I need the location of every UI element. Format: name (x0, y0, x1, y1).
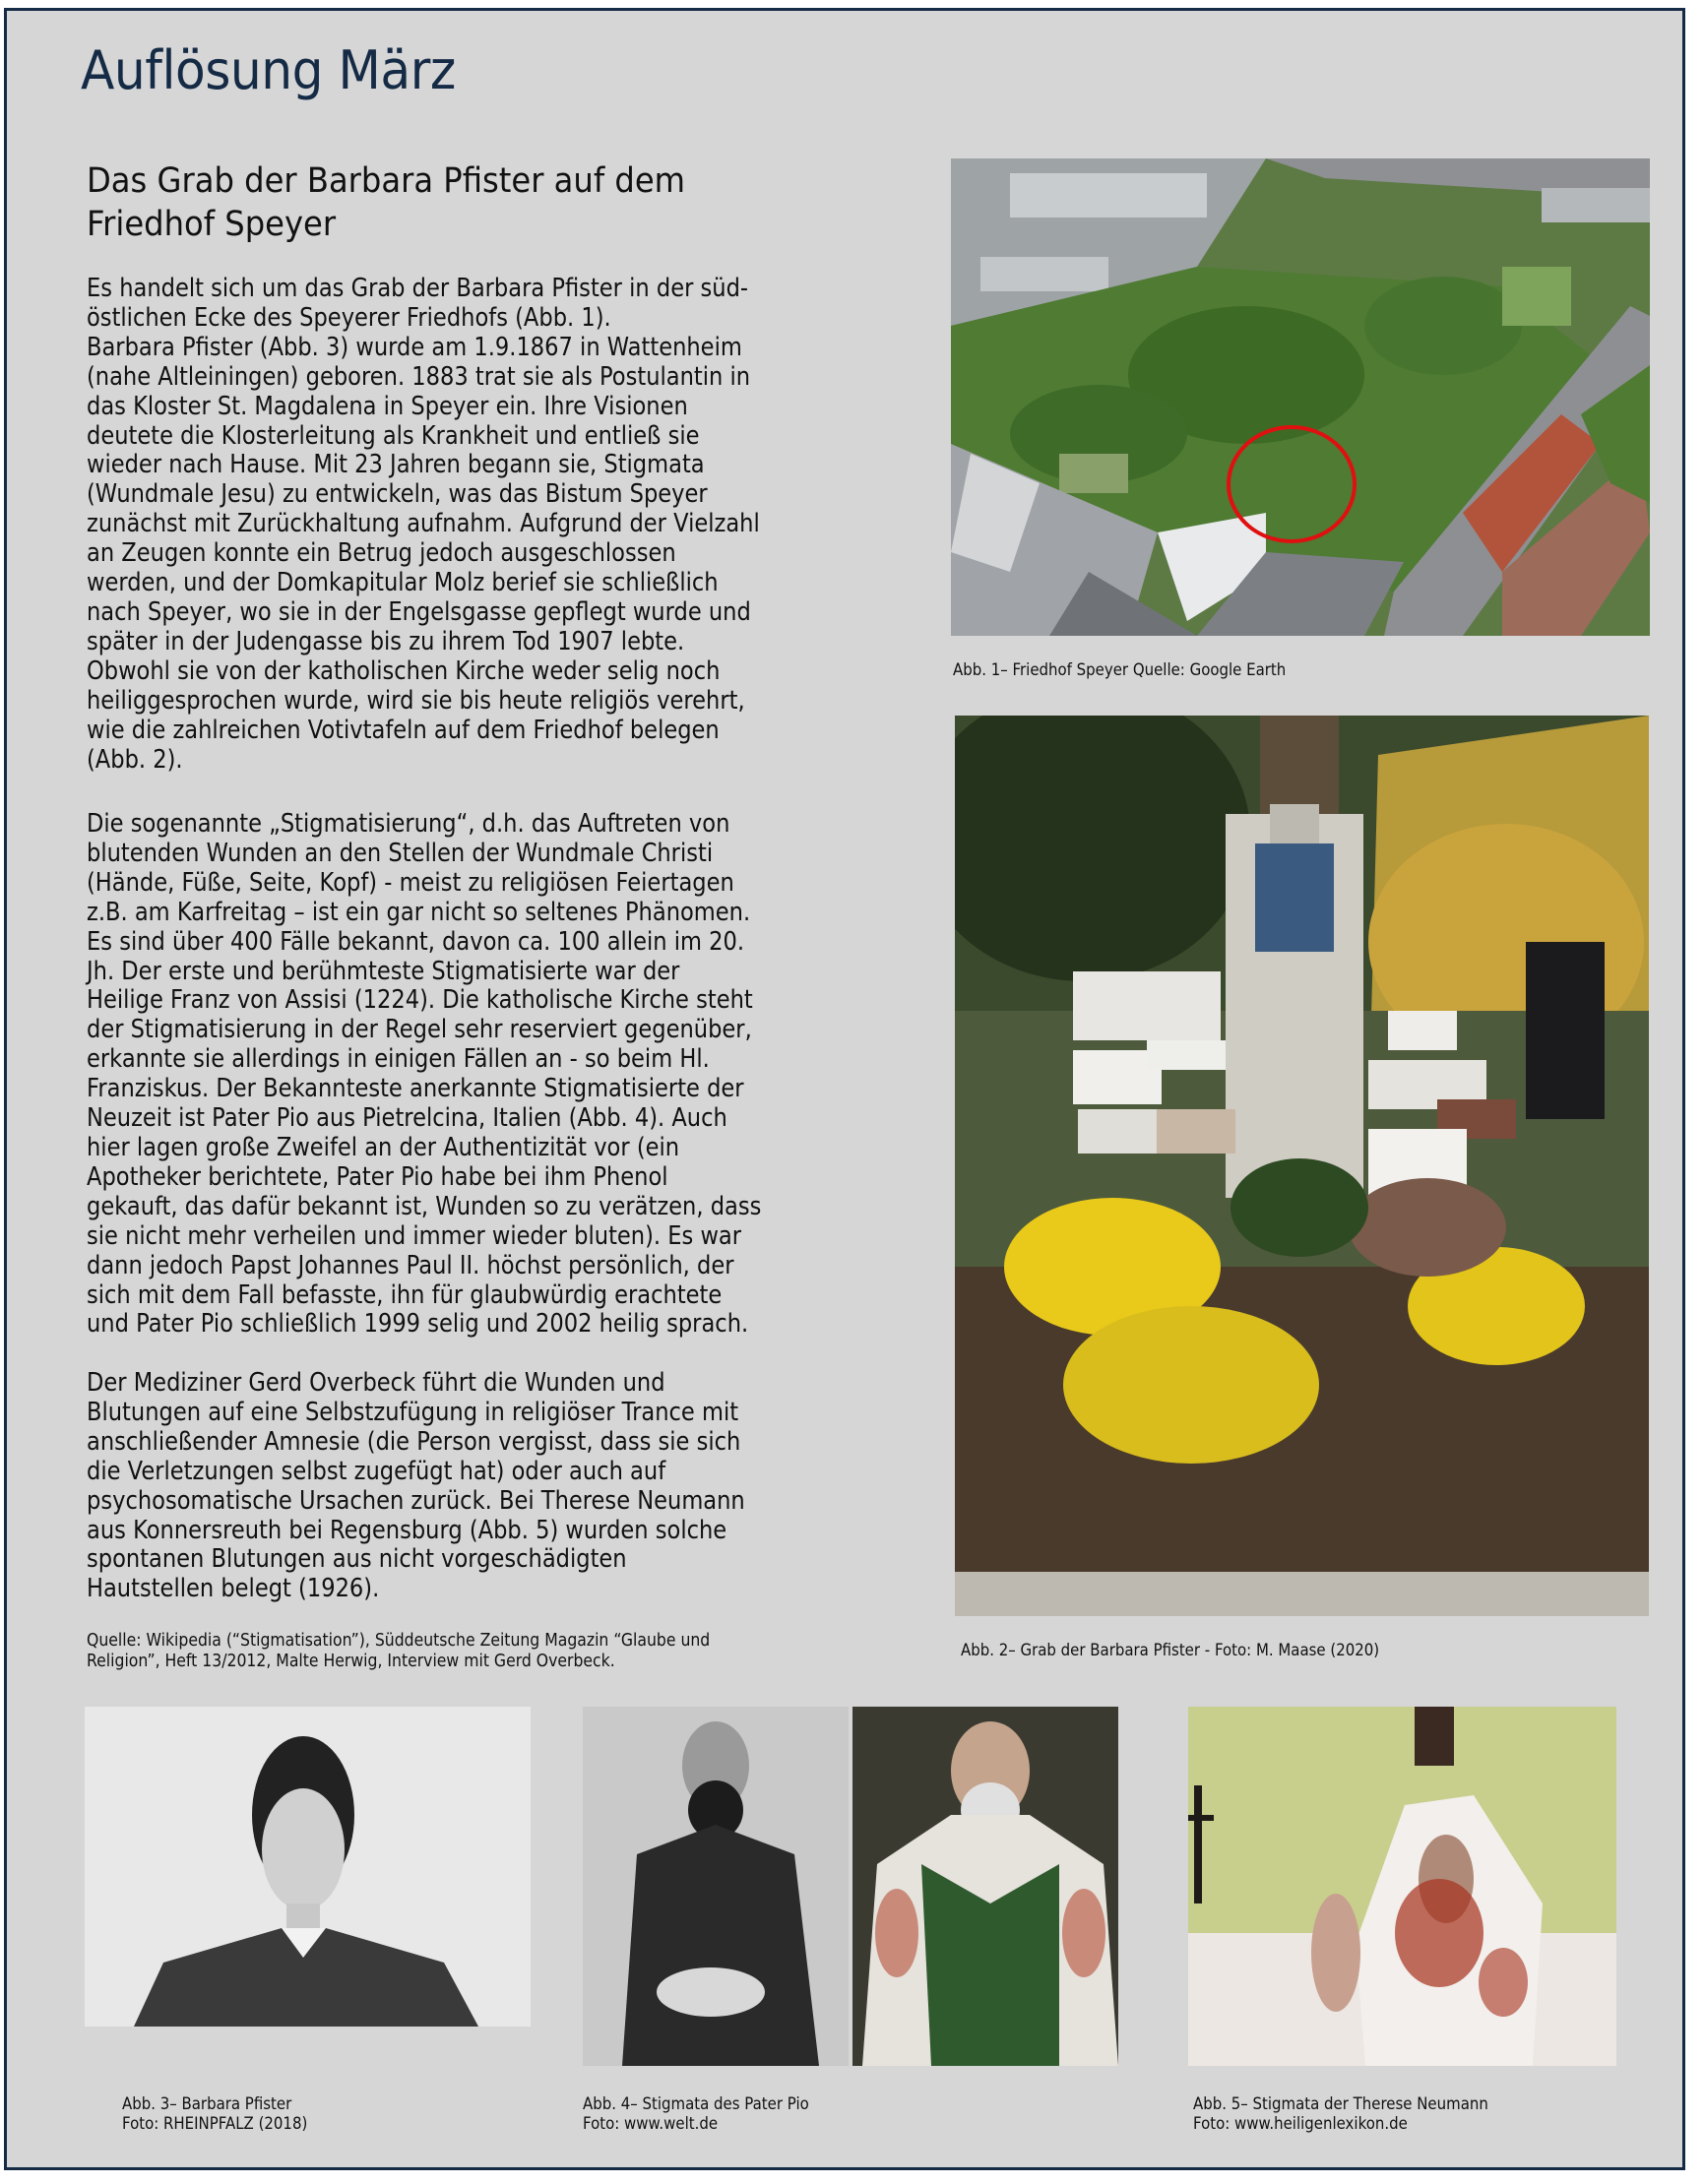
figure-2-caption: Abb. 2– Grab der Barbara Pfister - Foto: M. Maase (2020) (961, 1641, 1380, 1660)
photo-therese-neumann (1188, 1707, 1616, 2066)
grave-photo-barbara-pfister (955, 716, 1649, 1616)
figure-5-caption: Abb. 5– Stigmata der Therese Neumann Foto: www.heiligenlexikon.de (1193, 2094, 1488, 2134)
article-paragraph-2: Die sogenannte „Stigmatisierung“, d.h. das Auftreten von blutenden Wunden an den Stellen der Wundmale Christi (Hände, Füße, Seite, Kopf) - meist zu religiösen Feiertagen z.B. am Karfreitag – ist ein gar nicht so seltenes Phänomen. Es sind über 400 Fälle bekannt, davon ca. 100 allein im 20. Jh. Der erste und berühmteste Stigmatisierte war der Heilige Franz von Assisi (1224). Die katholische Kirche steht der Stigmatisierung in der Regel sehr reserviert gegenüber, erkannte sie allerdings in einigen Fällen an - so beim Hl. Franziskus. Der Bekannteste anerkannte Stigmatisierte der Neuzeit ist Pater Pio aus Pietrelcina, Italien (Abb. 4). Auch hier lagen große Zweifel an der Authentizität vor (ein Apotheker berichtete, Pater Pio habe bei ihm Phenol gekauft, das dafür bekannt ist, Wunden so zu verätzen, dass sie nicht mehr verheilen und immer wieder bluten). Es war dann jedoch Papst Johannes Paul II. höchst persönlich, der sich mit dem Fall befasste, ihn für glaubwürdig erachtete und Pater Pio schließlich 1999 selig und 2002 heilig sprach. (87, 809, 762, 1340)
article-paragraph-1: Es handelt sich um das Grab der Barbara Pfister in der süd- östlichen Ecke des Speyerer Friedhofs (Abb. 1). Barbara Pfister (Abb. 3) wurde am 1.9.1867 in Wattenheim (nahe Altleiningen) geboren. 1883 trat sie als Postulantin in das Kloster St. Magdalena in Speyer ein. Ihre Visionen deutete die Klosterleitung als Krankheit und entließ sie wieder nach Hause. Mit 23 Jahren begann sie, Stigmata (Wundmale Jesu) zu entwickeln, was das Bistum Speyer zunächst mit Zurückhaltung aufnahm. Aufgrund der Vielzahl an Zeugen konnte ein Betrug jedoch ausgeschlossen werden, und der Domkapitular Molz berief sie schließlich nach Speyer, wo sie in der Engelsgasse gepflegt wurde und später in der Judengasse bis zu ihrem Tod 1907 lebte. Obwohl sie von der katholischen Kirche weder selig noch heiliggesprochen wurde, wird sie bis heute religiös verehrt, wie die zahlreichen Votivtafeln auf dem Friedhof belegen (Abb. 2). (87, 274, 760, 775)
article-subtitle: Das Grab der Barbara Pfister auf dem Friedhof Speyer (87, 161, 686, 244)
source-note: Quelle: Wikipedia (“Stigmatisation”), Süddeutsche Zeitung Magazin “Glaube und Religion”, Heft 13/2012, Malte Herwig, Interview mit Gerd Overbeck. (87, 1630, 711, 1671)
portrait-barbara-pfister (85, 1707, 531, 2027)
page-title: Auflösung März (81, 39, 456, 101)
figure-4-caption: Abb. 4– Stigmata des Pater Pio Foto: www.welt.de (583, 2094, 809, 2134)
figure-3-caption: Abb. 3– Barbara Pfister Foto: RHEINPFALZ (2018) (122, 2094, 308, 2134)
figure-1-caption: Abb. 1– Friedhof Speyer Quelle: Google Earth (953, 660, 1287, 680)
aerial-photo-friedhof-speyer (951, 158, 1650, 636)
photo-pater-pio-bw (583, 1707, 849, 2066)
article-paragraph-3: Der Mediziner Gerd Overbeck führt die Wunden und Blutungen auf eine Selbstzufügung in religiöser Trance mit anschließender Amnesie (die Person vergisst, dass sie sich die Verletzungen selbst zugefügt hat) oder auch auf psychosomatische Ursachen zurück. Bei Therese Neumann aus Konnersreuth bei Regensburg (Abb. 5) wurden solche spontanen Blutungen aus nicht vorgeschädigten Hautstellen belegt (1926). (87, 1368, 745, 1604)
photo-pater-pio-color (852, 1707, 1118, 2066)
